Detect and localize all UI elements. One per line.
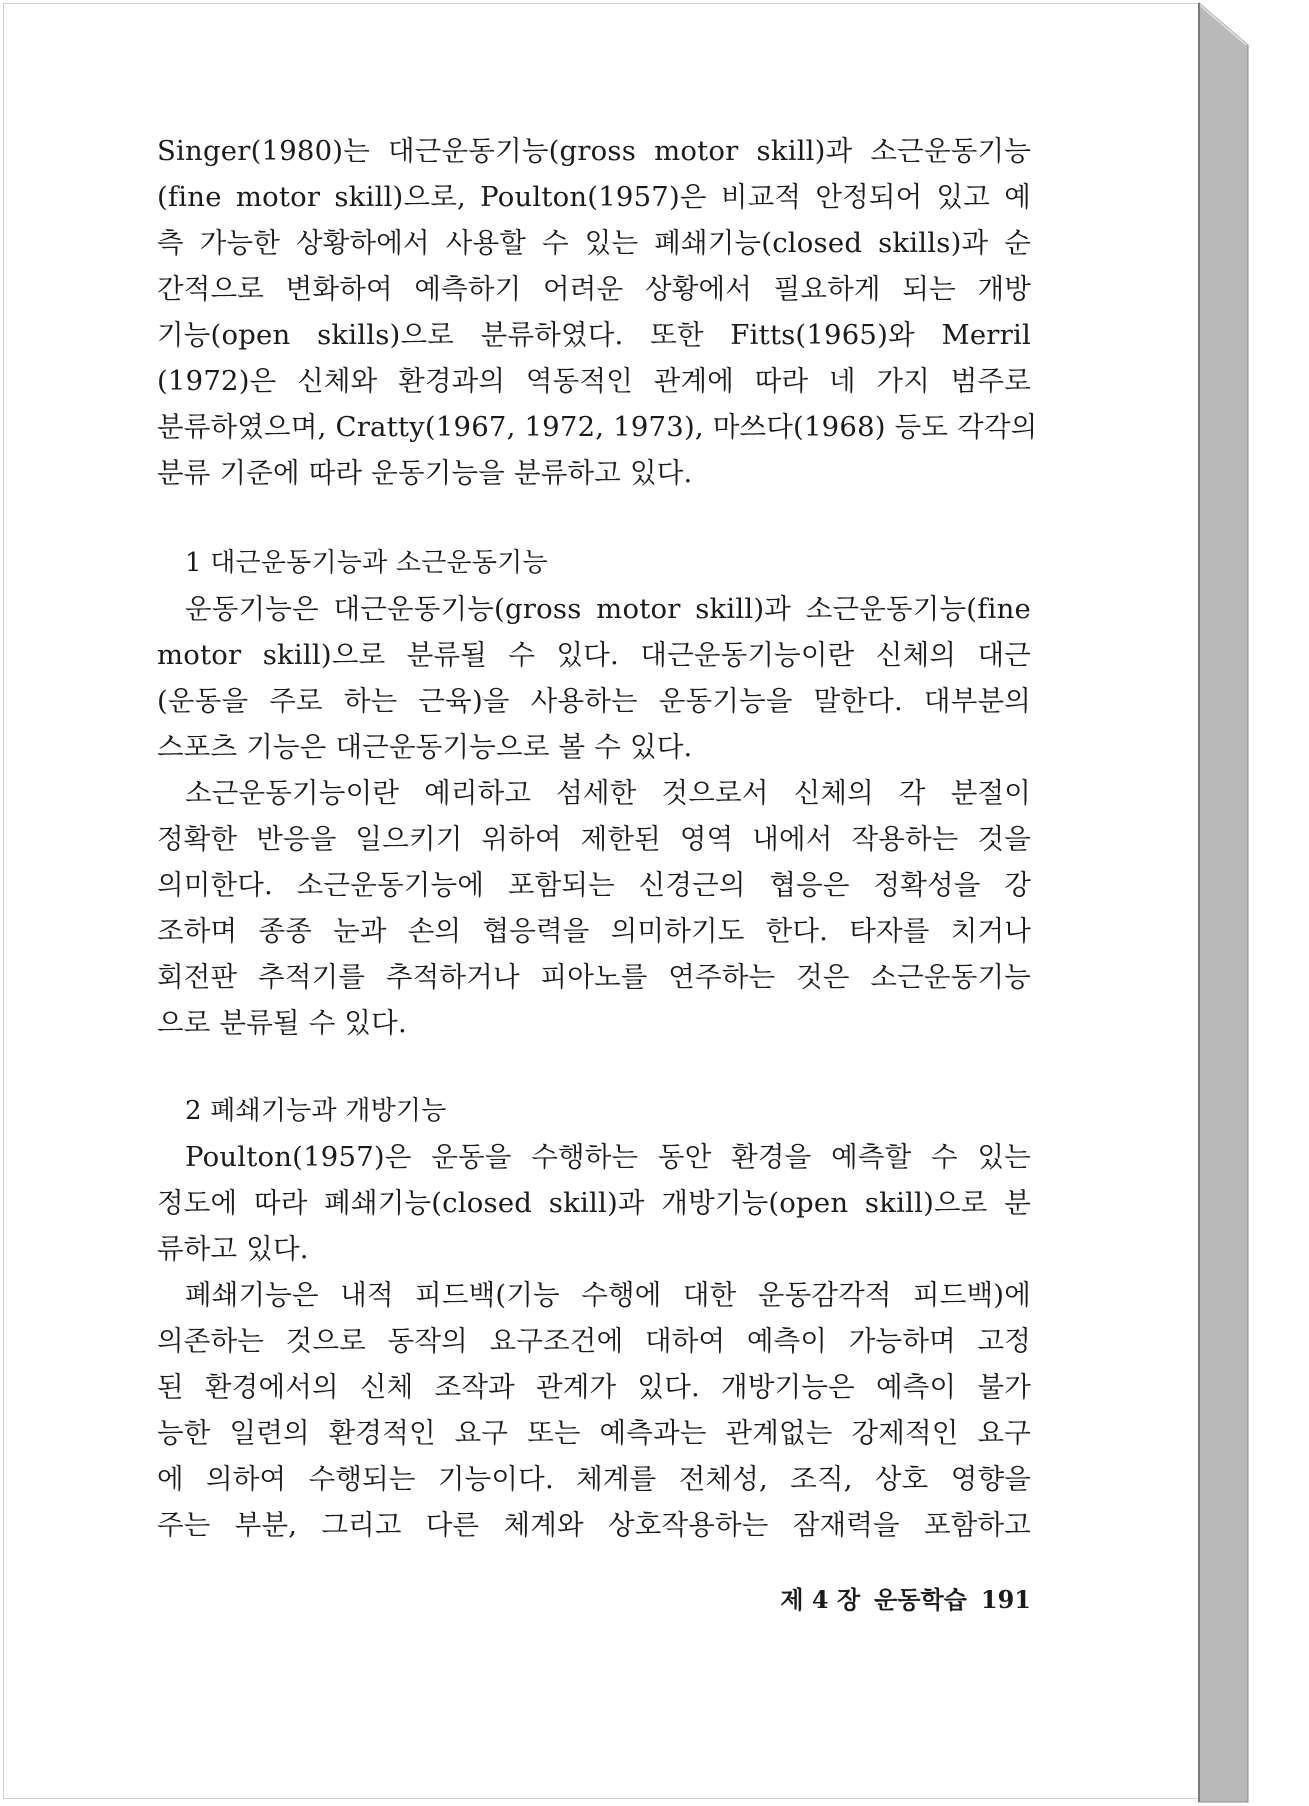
text-line: (fine motor skill)으로, Poulton(1957)은 비교적 안정되어 있고 예 — [157, 181, 1031, 213]
text-line: 능한 일련의 환경적인 요구 또는 예측과는 관계없는 강제적인 요구 — [157, 1417, 1031, 1449]
book-top-face — [1196, 3, 1248, 45]
text-line: 측 가능한 상황하에서 사용할 수 있는 폐쇄기능(closed skills)과 순 — [157, 227, 1031, 259]
page-body — [157, 128, 1038, 1548]
text-line: 간적으로 변화하여 예측하기 어려운 상황에서 필요하게 되는 개방 — [157, 273, 1031, 305]
section2-paragraph-1 — [157, 1134, 1031, 1272]
book-side-face — [1199, 3, 1248, 1802]
text-line: 정도에 따라 폐쇄기능(closed skill)과 개방기능(open skill)으로 분 — [157, 1187, 1031, 1219]
text-line: 분류하였으며, Cratty(1967, 1972, 1973), 마쓰다(1968) 등도 각각의 — [157, 411, 1038, 443]
text-line: Poulton(1957)은 운동을 수행하는 동안 환경을 예측할 수 있는 — [185, 1141, 1031, 1173]
text-line: 된 환경에서의 신체 조작과 관계가 있다. 개방기능은 예측이 불가 — [157, 1371, 1031, 1403]
text-line: 류하고 있다. — [157, 1233, 309, 1265]
text-line: 소근운동기능이란 예리하고 섬세한 것으로서 신체의 각 분절이 — [185, 777, 1031, 809]
section-heading-1: 1 대근운동기능과 소근운동기능 — [185, 548, 548, 578]
section-gap — [157, 1046, 1031, 1088]
text-line: 스포츠 기능은 대근운동기능으로 볼 수 있다. — [157, 731, 693, 763]
text-line: 분류 기준에 따라 운동기능을 분류하고 있다. — [157, 457, 693, 489]
text-line: 조하며 종종 눈과 손의 협응력을 의미하기도 한다. 타자를 치거나 — [157, 915, 1031, 947]
section-heading-2: 2 폐쇄기능과 개방기능 — [185, 1096, 447, 1126]
text-line: 주는 부분, 그리고 다른 체계와 상호작용하는 잠재력을 포함하고 — [157, 1509, 1031, 1541]
text-line: 운동기능은 대근운동기능(gross motor skill)과 소근운동기능(fine — [185, 593, 1031, 625]
text-line: (1972)은 신체와 환경과의 역동적인 관계에 따라 네 가지 범주로 — [157, 365, 1031, 397]
text-line: motor skill)으로 분류될 수 있다. 대근운동기능이란 신체의 대근 — [157, 639, 1031, 671]
text-line: 회전판 추적기를 추적하거나 피아노를 연주하는 것은 소근운동기능 — [157, 961, 1031, 993]
page-footer — [760, 1580, 1031, 1615]
section-gap — [157, 496, 1031, 540]
chapter-number: 제 4 장 — [780, 1585, 861, 1614]
text-line: 으로 분류될 수 있다. — [157, 1007, 407, 1039]
text-line: 기능(open skills)으로 분류하였다. 또한 Fitts(1965)와 Merril — [157, 319, 1031, 351]
section1-paragraph-1 — [157, 586, 1031, 770]
page-number: 191 — [980, 1585, 1031, 1614]
text-line: 정확한 반응을 일으키기 위하여 제한된 영역 내에서 작용하는 것을 — [157, 823, 1031, 855]
text-line: 의미한다. 소근운동기능에 포함되는 신경근의 협응은 정확성을 강 — [157, 869, 1031, 901]
section1-paragraph-2 — [157, 770, 1031, 1046]
text-line: (운동을 주로 하는 근육)을 사용하는 운동기능을 말한다. 대부분의 — [157, 685, 1031, 717]
section2-paragraph-2 — [157, 1272, 1031, 1548]
text-line: Singer(1980)는 대근운동기능(gross motor skill)과 소근운동기능 — [157, 135, 1031, 167]
chapter-title: 운동학습 — [874, 1585, 967, 1614]
intro-paragraph — [157, 128, 1038, 496]
text-line: 에 의하여 수행되는 기능이다. 체계를 전체성, 조직, 상호 영향을 — [157, 1463, 1031, 1495]
text-line: 폐쇄기능은 내적 피드백(기능 수행에 대한 운동감각적 피드백)에 — [185, 1279, 1031, 1311]
text-line: 의존하는 것으로 동작의 요구조건에 대하여 예측이 가능하며 고정 — [157, 1325, 1031, 1357]
